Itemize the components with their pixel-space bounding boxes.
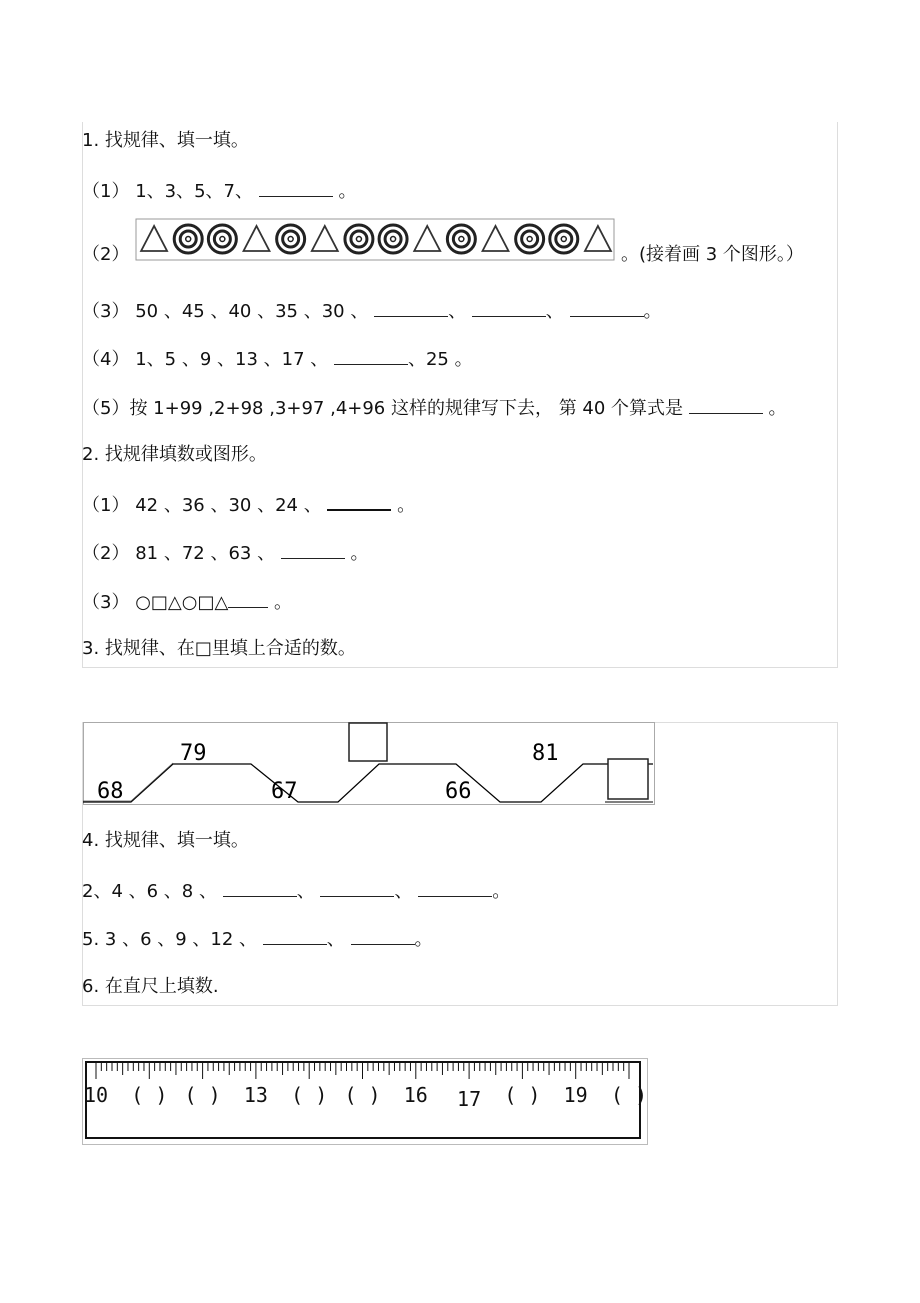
q2-p1-seq: 42 、36 、30 、24 、 <box>135 495 322 516</box>
q1-p5-end: 。 <box>768 398 787 419</box>
q4-sep-1: 、 <box>296 881 315 902</box>
q1-p3-sep-1: 、 <box>448 301 467 322</box>
low-number-1: 68 <box>97 779 124 804</box>
q2-p3-end: 。 <box>274 592 293 613</box>
q1-p1 <box>82 178 356 204</box>
q1-title: 1. 找规律、填一填。 <box>82 130 249 151</box>
q1-p3-sep-2: 、 <box>545 301 564 322</box>
q1-p3-blank-3[interactable] <box>570 298 644 317</box>
shape-pattern-strip <box>135 218 615 261</box>
target-shape <box>345 225 373 253</box>
target-shape <box>516 225 544 253</box>
q2-title: 2. 找规律填数或图形。 <box>82 444 267 465</box>
ruler-label: 10 <box>83 1083 109 1107</box>
ruler-label: 13 <box>243 1083 268 1107</box>
q1-p1-label: （1） <box>82 181 130 202</box>
ruler-blank[interactable]: ( ) <box>504 1083 541 1107</box>
q2-p2-end: 。 <box>350 543 369 564</box>
q2-p1-end: 。 <box>397 495 416 516</box>
ruler-label: 19 <box>563 1083 588 1107</box>
target-shape <box>174 225 202 253</box>
q2-p3-label: （3） <box>82 592 130 613</box>
q5-text: 5. 3 、6 、9 、12 、 <box>82 929 258 950</box>
q5-line <box>82 926 433 952</box>
target-shape <box>277 225 305 253</box>
q6-title: 6. 在直尺上填数. <box>82 976 219 997</box>
target-shape <box>379 225 407 253</box>
q1-p3-blank-1[interactable] <box>374 298 448 317</box>
q4-title: 4. 找规律、填一填。 <box>82 830 249 851</box>
q1-p2 <box>82 243 129 267</box>
q5-blank-1[interactable] <box>263 926 327 945</box>
q1-p3-blank-2[interactable] <box>472 298 546 317</box>
q5-end: 。 <box>414 929 433 950</box>
q1-p4-seq: 1、5 、9 、13 、17 、 <box>135 349 329 370</box>
q1-p4 <box>82 346 473 372</box>
q1-p5-blank[interactable] <box>689 395 763 414</box>
ruler-blank[interactable]: ( ) <box>184 1083 221 1107</box>
q4-blank-1[interactable] <box>223 878 297 897</box>
ruler-blank[interactable]: ( ) <box>131 1083 168 1107</box>
q1-p3 <box>82 298 662 324</box>
q1-p5-label: （5） <box>82 398 130 419</box>
q2-p3-seq: ○□△○□△ <box>135 592 229 613</box>
q4-blank-2[interactable] <box>320 878 394 897</box>
q2-p1-blank[interactable] <box>327 491 391 511</box>
target-shape <box>550 225 578 253</box>
ruler <box>82 1058 648 1145</box>
ruler-label: 16 <box>403 1083 428 1107</box>
q1-p2-hint: 。(接着画 3 个图形。） <box>621 244 804 265</box>
high-number-1: 79 <box>180 741 207 766</box>
ruler-blank[interactable]: ( ) <box>291 1083 328 1107</box>
high-answer-box[interactable] <box>349 723 387 761</box>
low-number-3: 66 <box>445 779 472 804</box>
q4-line <box>82 878 510 904</box>
q1-p3-label: （3） <box>82 301 130 322</box>
q1-p4-label: （4） <box>82 349 130 370</box>
ruler-label: 17 <box>457 1087 482 1111</box>
q4-sep-2: 、 <box>394 881 413 902</box>
q1-p3-seq: 50 、45 、40 、35 、30 、 <box>135 301 369 322</box>
q1-p1-end: 。 <box>338 181 357 202</box>
q1-p1-seq: 1、3、5、7、 <box>135 181 253 202</box>
q1-p5-text: 按 1+99 ,2+98 ,3+97 ,4+96 这样的规律写下去， 第 40 个算式是 <box>129 398 684 419</box>
q2-p2-seq: 81 、72 、63 、 <box>135 543 276 564</box>
low-number-2: 67 <box>271 779 298 804</box>
q1-p4-mid: 、25 。 <box>407 349 473 370</box>
q2-p3 <box>82 589 292 615</box>
q1-p4-blank[interactable] <box>334 346 408 365</box>
q2-p2 <box>82 540 369 566</box>
q1-p3-end: 。 <box>643 301 662 322</box>
q4-end: 。 <box>492 881 511 902</box>
q2-p1-label: （1） <box>82 495 130 516</box>
q2-p3-blank[interactable] <box>228 589 268 608</box>
q2-p2-blank[interactable] <box>281 540 345 559</box>
q1-p1-blank[interactable] <box>259 178 333 197</box>
high-number-3: 81 <box>532 741 559 766</box>
target-shape <box>447 225 475 253</box>
q5-sep: 、 <box>326 929 345 950</box>
ruler-blank[interactable]: ( ) <box>344 1083 381 1107</box>
q1-p5 <box>82 395 787 421</box>
q3-title: 3. 找规律、在□里填上合适的数。 <box>82 638 356 659</box>
q4-seq: 2、4 、6 、8 、 <box>82 881 217 902</box>
low-answer-box[interactable] <box>608 759 648 799</box>
target-shape <box>208 225 236 253</box>
q2-p2-label: （2） <box>82 543 130 564</box>
ruler-blank[interactable]: ( ) <box>610 1083 648 1107</box>
mountain-number-diagram <box>83 722 655 805</box>
q4-blank-3[interactable] <box>418 878 492 897</box>
q2-p1 <box>82 491 415 518</box>
q1-p2-label: （2） <box>82 244 130 265</box>
q5-blank-2[interactable] <box>351 926 415 945</box>
